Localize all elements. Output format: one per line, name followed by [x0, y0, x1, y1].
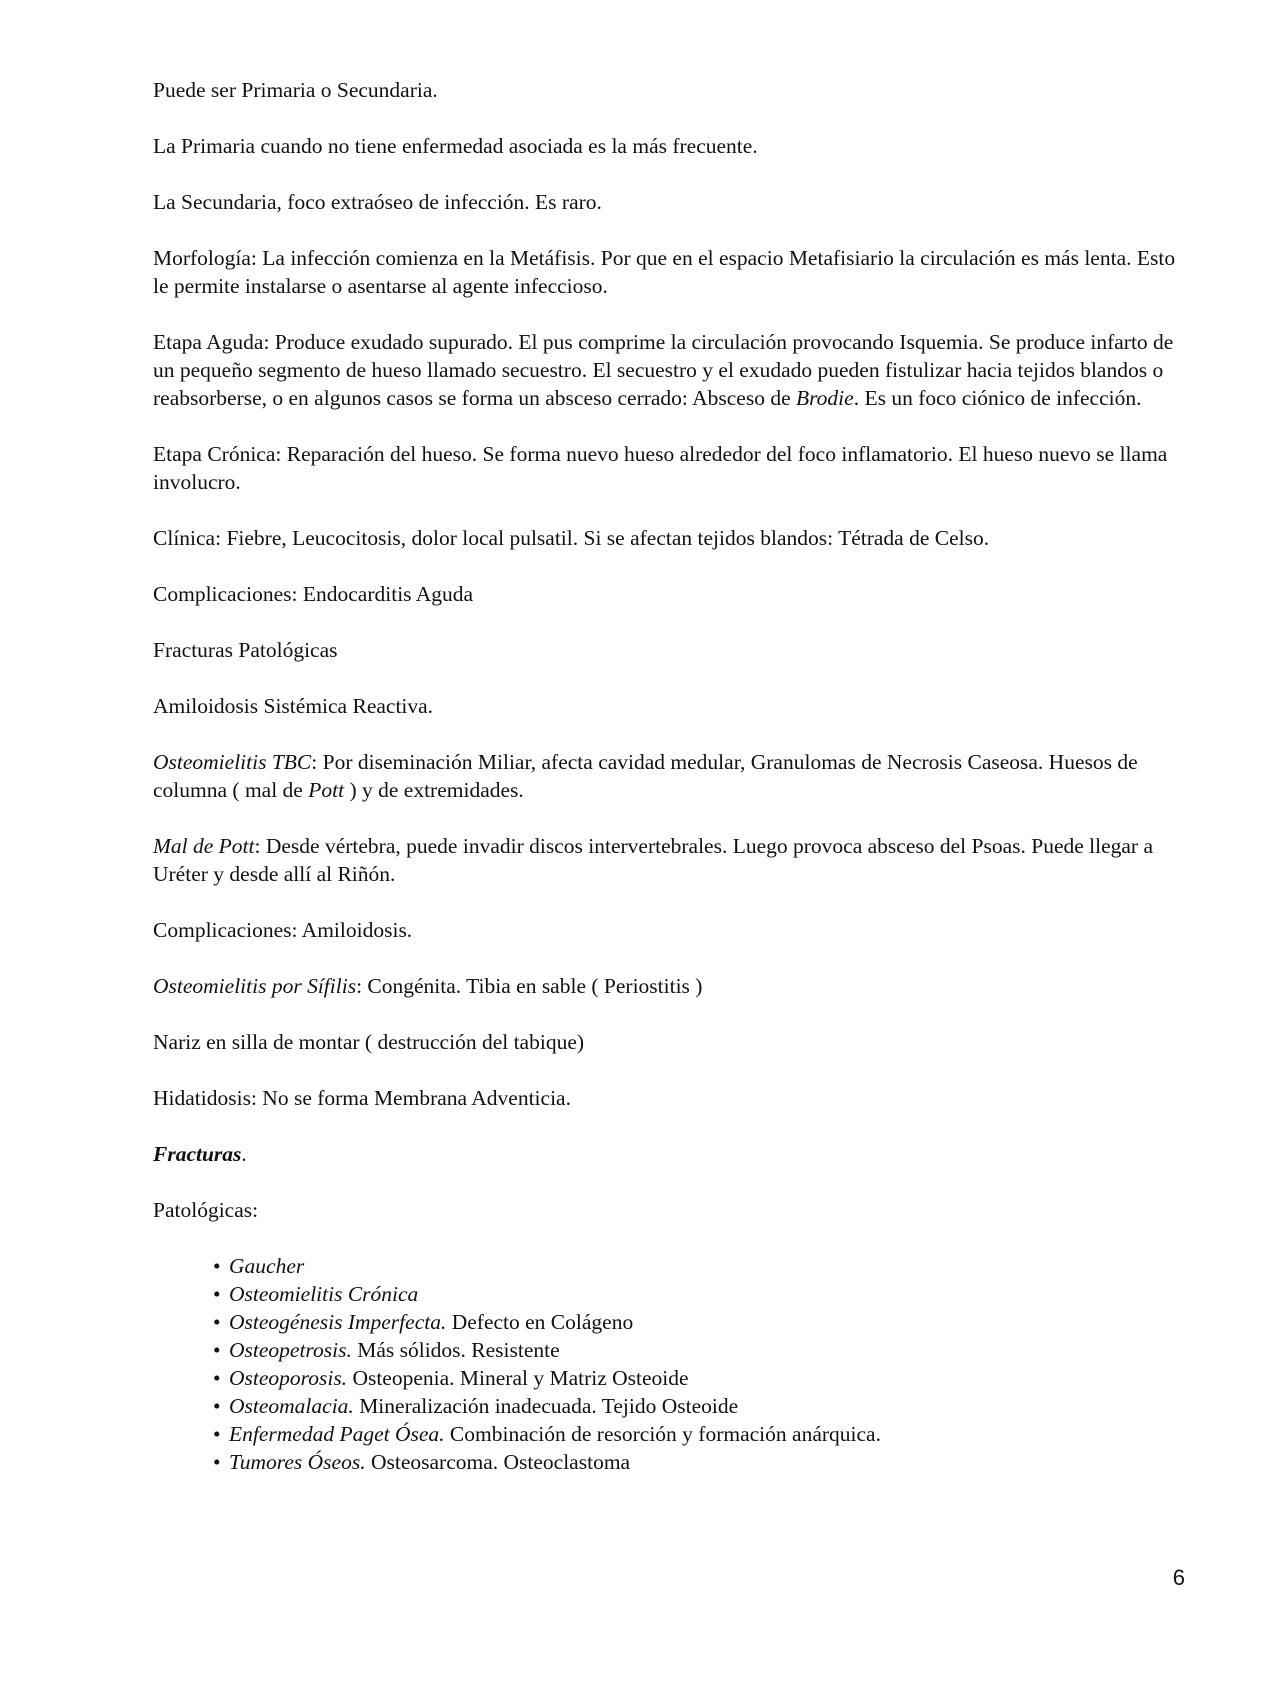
paragraph-pathologic-fractures: Fracturas Patológicas [153, 638, 338, 662]
paragraph-complications-endocarditis: Complicaciones: Endocarditis Aguda [153, 582, 474, 606]
list-item-text: Mineralización inadecuada. Tejido Osteoide [353, 1394, 739, 1418]
list-item [213, 1252, 1193, 1280]
list-item [213, 1392, 1193, 1420]
bullet-icon: • [213, 1310, 221, 1334]
list-item-term: Osteogénesis Imperfecta. [229, 1310, 447, 1334]
bullet-icon: • [213, 1282, 221, 1306]
bullet-icon: • [213, 1338, 221, 1362]
pott-term: Pott [308, 778, 345, 802]
bullet-icon: • [213, 1366, 221, 1390]
brodie-term: Brodie [795, 386, 854, 410]
acute-stage-text: Etapa Aguda: Produce exudado supurado. El pus comprime la circulación provocando Isquemia. Se produce infarto de un pequeño segmento de hueso llamado secuestro. El secuestro y el exudado pueden fistulizar hacia tejidos blandos o reabsorberse, o en algunos casos se forma un absceso cerrado: Absceso de [153, 330, 1174, 410]
heading-fractures [153, 1140, 1193, 1168]
list-item-text: Defecto en Colágeno [446, 1310, 634, 1334]
mal-de-pott-term: Mal de Pott [153, 834, 255, 858]
list-item [213, 1448, 1193, 1476]
list-item-term: Osteoporosis. [229, 1366, 348, 1390]
list-item [213, 1308, 1193, 1336]
acute-stage-text-end: . Es un foco ciónico de infección. [853, 386, 1142, 410]
list-item [213, 1420, 1193, 1448]
paragraph-secondary: La Secundaria, foco extraóseo de infección. Es raro. [153, 190, 602, 214]
bullet-icon: • [213, 1450, 221, 1474]
list-item [213, 1280, 1193, 1308]
document-page [153, 76, 1193, 1476]
list-item-text: Combinación de resorción y formación anárquica. [444, 1422, 881, 1446]
paragraph-pathologic-label: Patológicas: [153, 1198, 259, 1222]
list-item-text: Osteosarcoma. Osteoclastoma [365, 1450, 631, 1474]
paragraph-complications-amyloidosis: Complicaciones: Amiloidosis. [153, 918, 413, 942]
paragraph-osteomyelitis-tbc [153, 748, 1193, 804]
osteomyelitis-tbc-term: Osteomielitis TBC [153, 750, 312, 774]
list-item [213, 1364, 1193, 1392]
paragraph-amyloidosis: Amiloidosis Sistémica Reactiva. [153, 694, 434, 718]
paragraph-syphilis [153, 972, 1193, 1000]
paragraph-mal-de-pott [153, 832, 1193, 888]
paragraph-clinical: Clínica: Fiebre, Leucocitosis, dolor local pulsatil. Si se afectan tejidos blandos: Tétrada de Celso. [153, 526, 990, 550]
paragraph-chronic-stage: Etapa Crónica: Reparación del hueso. Se forma nuevo hueso alrededor del foco inflamatorio. El hueso nuevo se llama involucro. [153, 442, 1168, 494]
list-item-text: Osteopenia. Mineral y Matriz Osteoide [347, 1366, 689, 1390]
osteomyelitis-tbc-text: : Por diseminación Miliar, afecta cavidad medular, Granulomas de Necrosis Caseosa. Huesos de columna ( mal de [153, 750, 1138, 802]
bullet-icon: • [213, 1254, 221, 1278]
list-item-term: Tumores Óseos. [229, 1450, 366, 1474]
bullet-icon: • [213, 1422, 221, 1446]
list-item-term: Enfermedad Paget Ósea. [229, 1422, 445, 1446]
bullet-icon: • [213, 1394, 221, 1418]
fractures-term: Fracturas [153, 1142, 242, 1166]
paragraph-primary: La Primaria cuando no tiene enfermedad asociada es la más frecuente. [153, 134, 758, 158]
paragraph-primary-secondary: Puede ser Primaria o Secundaria. [153, 78, 438, 102]
osteomyelitis-tbc-text-end: ) y de extremidades. [344, 778, 524, 802]
list-item-term: Osteomalacia. [229, 1394, 354, 1418]
paragraph-morphology: Morfología: La infección comienza en la Metáfisis. Por que en el espacio Metafisiario la circulación es más lenta. Esto le permite instalarse o asentarse al agente infeccioso. [153, 246, 1176, 298]
list-item-term: Osteomielitis Crónica [229, 1282, 419, 1306]
list-item-term: Osteopetrosis. [229, 1338, 352, 1362]
fractures-period: . [241, 1142, 247, 1166]
syphilis-term: Osteomielitis por Sífilis [153, 974, 357, 998]
mal-de-pott-text: : Desde vértebra, puede invadir discos intervertebrales. Luego provoca absceso del Psoas. Puede llegar a Uréter y desde allí al Riñón. [153, 834, 1154, 886]
paragraph-acute-stage [153, 328, 1193, 412]
list-item-term: Gaucher [229, 1254, 305, 1278]
list-item [213, 1336, 1193, 1364]
paragraph-hydatidosis: Hidatidosis: No se forma Membrana Adventicia. [153, 1086, 571, 1110]
page-number: 6 [1172, 1565, 1185, 1590]
list-item-text: Más sólidos. Resistente [351, 1338, 560, 1362]
pathologic-list [153, 1252, 1193, 1476]
paragraph-saddle-nose: Nariz en silla de montar ( destrucción del tabique) [153, 1030, 585, 1054]
syphilis-text: : Congénita. Tibia en sable ( Periostitis ) [356, 974, 703, 998]
